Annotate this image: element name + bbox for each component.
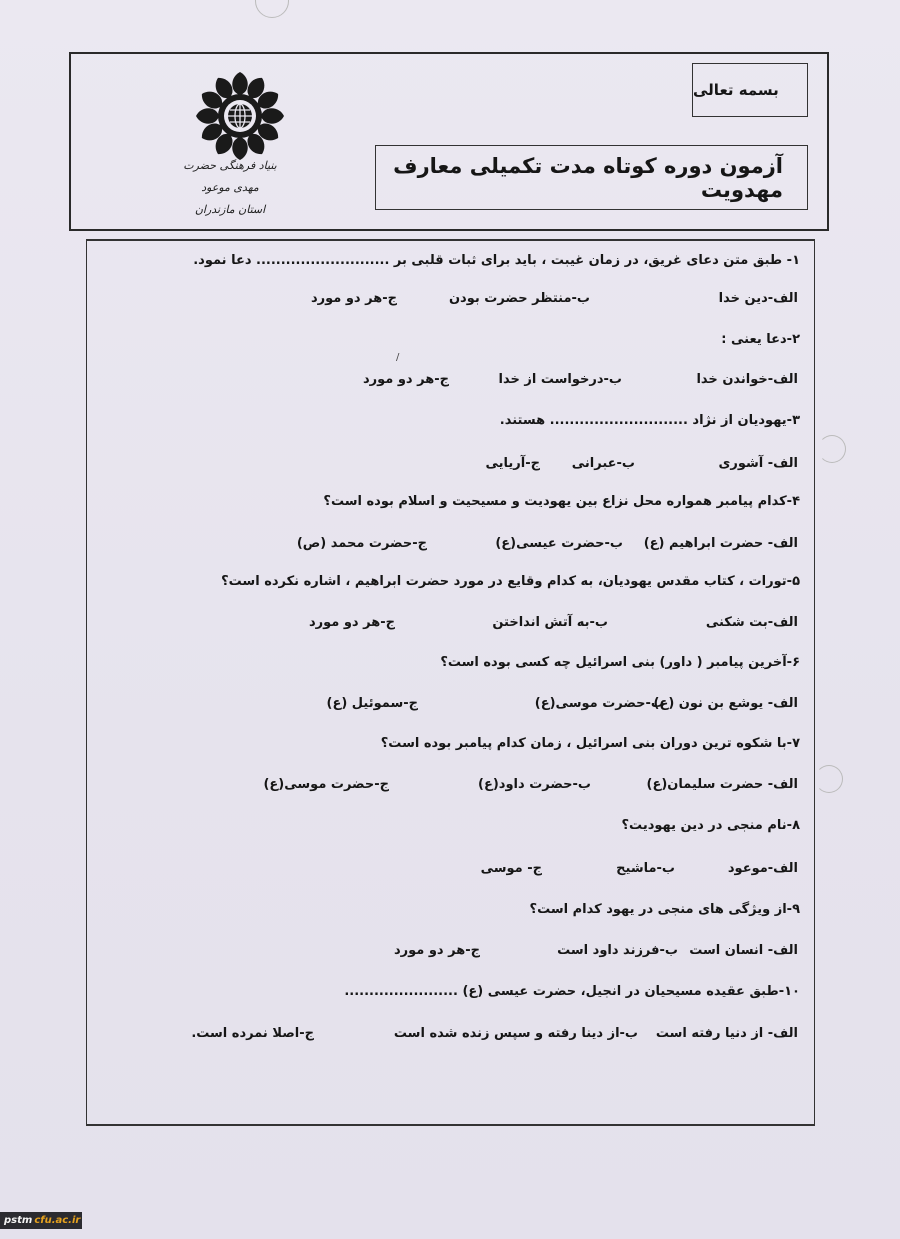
question-4: ۴-کدام پیامبر همواره محل نزاع بین یهودیت و مسیحیت و اسلام بوده است؟: [323, 494, 800, 509]
question-6-option-a: الف- یوشع بن نون (ع): [653, 696, 798, 711]
basmala-text: بسمه تعالی: [693, 81, 779, 99]
punch-hole-top: [255, 0, 289, 18]
site-watermark: [0, 1212, 82, 1229]
question-1-option-a: الف-دین خدا: [718, 291, 798, 306]
exam-title-box: [375, 145, 808, 210]
punch-hole-right-2: [815, 765, 843, 793]
question-3-option-a: الف- آشوری: [718, 456, 798, 471]
question-4-option-b: ب-حضرت عیسی(ع): [495, 536, 623, 551]
question-1-option-b: ب-منتظر حضرت بودن: [448, 291, 590, 306]
question-9: ۹-از ویژگی های منجی در یهود کدام است؟: [529, 902, 800, 917]
question-3-option-b: ب-عبرانی: [571, 456, 635, 471]
question-9-option-a: الف- انسان است: [689, 943, 798, 958]
question-1-option-c: ج-هر دو مورد: [310, 291, 397, 306]
pen-mark: /: [396, 352, 400, 363]
question-10-option-a: الف- از دنیا رفته است: [655, 1026, 798, 1041]
question-7-option-a: الف- حضرت سلیمان(ع): [646, 777, 798, 792]
question-5-option-b: ب-به آتش انداختن: [492, 615, 608, 630]
question-10-option-b: ب-از دینا رفته و سپس زنده شده است: [393, 1026, 638, 1041]
organization-name: بنیاد فرهنگی حضرت مهدی موعود: [183, 159, 277, 194]
question-7-option-b: ب-حضرت داود(ع): [478, 777, 591, 792]
question-6-option-c: ج-سموئیل (ع): [326, 696, 418, 711]
organization-caption: [170, 155, 290, 221]
question-4-option-a: الف- حضرت ابراهیم (ع): [643, 536, 798, 551]
question-9-option-c: ج-هر دو مورد: [393, 943, 480, 958]
exam-title: آزمون دوره کوتاه مدت تکمیلی معارف مهدویت: [393, 153, 783, 202]
question-10-option-c: ج-اصلا نمرده است.: [191, 1026, 314, 1041]
question-5-option-a: الف-بت شکنی: [705, 615, 798, 630]
question-2-option-b: ب-درخواست از خدا: [498, 372, 622, 387]
question-10: ۱۰-طبق عقیده مسیحیان در انجیل، حضرت عیسی (ع) .......................: [344, 984, 800, 999]
question-8-option-c: ج- موسی: [480, 861, 542, 876]
question-6-option-b: ب-حضرت موسی(ع): [534, 696, 664, 711]
punch-hole-right-1: [818, 435, 846, 463]
organization-province: استان مازندران: [194, 203, 266, 216]
question-3-option-c: ج-آریایی: [485, 456, 540, 471]
question-7-option-c: ج-حضرت موسی(ع): [263, 777, 389, 792]
question-2-option-c: ج-هر دو مورد: [362, 372, 449, 387]
question-7: ۷-با شکوه ترین دوران بنی اسرائیل ، زمان کدام پیامبر بوده است؟: [380, 736, 800, 751]
question-8-option-b: ب-ماشیح: [616, 861, 675, 876]
globe-rosette-logo-icon: [190, 68, 290, 168]
question-9-option-b: ب-فرزند داود است: [557, 943, 678, 958]
question-6: ۶-آخرین پیامبر ( داور) بنی اسرائیل چه کسی بوده است؟: [440, 655, 800, 670]
question-5: ۵-تورات ، کتاب مقدس یهودیان، به کدام وقایع در مورد حضرت ابراهیم ، اشاره نکرده است؟: [221, 574, 800, 589]
watermark-domain: cfu.ac.ir: [34, 1215, 81, 1226]
watermark-prefix: pstm: [4, 1215, 33, 1226]
question-8-option-a: الف-موعود: [727, 861, 798, 876]
question-1: ۱- طبق متن دعای غریق، در زمان غیبت ، باید برای ثبات قلبی بر ........................... دعا نمود.: [193, 253, 800, 268]
basmala-box: [692, 63, 808, 117]
question-8: ۸-نام منجی در دین یهودیت؟: [621, 818, 800, 833]
question-4-option-c: ج-حضرت محمد (ص): [296, 536, 427, 551]
question-3: ۳-یهودیان از نژاد ............................ هستند.: [499, 413, 800, 428]
question-5-option-c: ج-هر دو مورد: [308, 615, 395, 630]
question-2-option-a: الف-خواندن خدا: [696, 372, 798, 387]
question-2: ۲-دعا یعنی :: [721, 332, 800, 347]
